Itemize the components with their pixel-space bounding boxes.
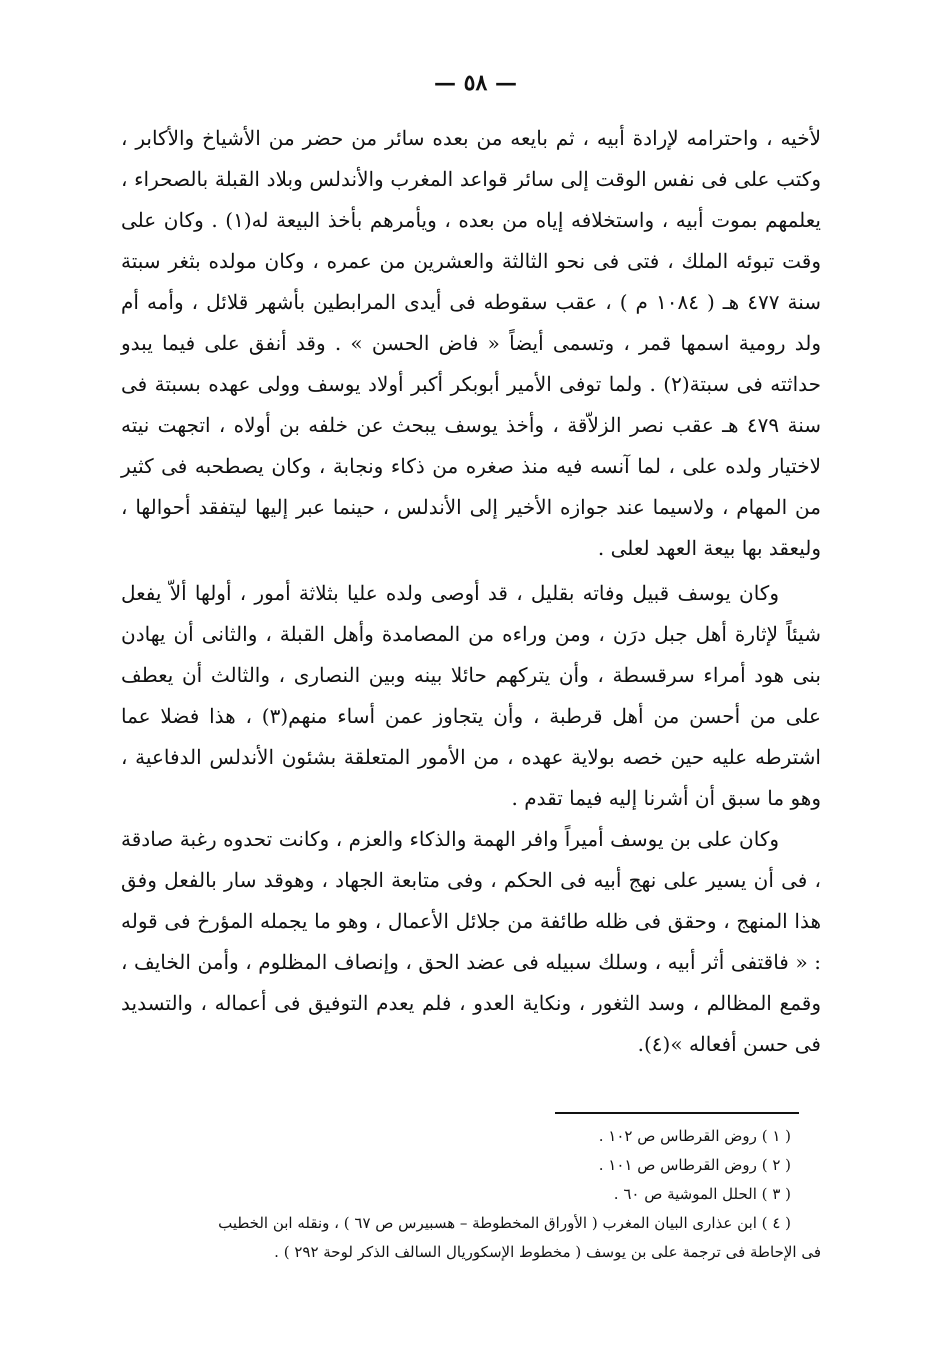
footnote-2: ( ٢ ) روض القرطاس ص ١٠١ . bbox=[598, 1156, 791, 1174]
main-text bbox=[121, 118, 821, 1065]
footnotes bbox=[121, 1122, 821, 1267]
footnote-divider bbox=[555, 1112, 799, 1114]
paragraph-1: لأخيه ، واحترامه لإرادة أبيه ، ثم بايعه من بعده سائر من حضر من الأشياخ والأكابر ، وكتب على فى نفس الوقت إلى سائر قواعد المغرب والأندلس وبلاد القبلة بالصحراء ، يعلمهم بموت أبيه ، واستخلافه إياه من بعده ، ويأمرهم بأخذ البيعة له(١) . وكان على وقت تبوئه الملك ، فتى فى نحو الثالثة والعشرين من عمره ، وكان مولده بثغر سبتة سنة ٤٧٧ هـ ( ١٠٨٤ م ) ، عقب سقوطه فى أيدى المرابطين بأشهر قلائل ، وأمه أم ولد رومية اسمها قمر ، وتسمى أيضاً « فاض الحسن » . وقد أنفق على فيما يبدو حداثته فى سبتة(٢) . ولما توفى الأمير أبوبكر أكبر أولاد يوسف وولى عهده بسبتة فى سنة ٤٧٩ هـ عقب نصر الزلاّقة ، وأخذ يوسف يبحث عن خلفه بن أولاه ، اتجهت نيته لاختيار ولده على ، لما آنسه فيه منذ صغره من ذكاء ونجابة ، وكان يصطحبه فى كثير من المهام ، ولاسيما عند جوازه الأخير إلى الأندلس ، حينما عبر إليها ليتفقد أحوالها ، وليعقد بها بيعة العهد لعلى . bbox=[121, 126, 822, 560]
page-number: — ٥٨ — bbox=[434, 70, 517, 96]
paragraph-3: وكان على بن يوسف أميراً وافر الهمة والذكاء والعزم ، وكانت تحدوه رغبة صادقة ، فى أن يسير على نهج أبيه فى الحكم ، وفى متابعة الجهاد ، وهوقد سار بالفعل وفق هذا المنهج ، وحقق فى ظله طائفة من جلائل الأعمال ، وهو ما يجمله المؤرخ فى قوله : « فاقتفى أثر أبيه ، وسلك سبيله فى عضد الحق ، وإنصاف المظلوم ، وأمن الخايف ، وقمع المظالم ، وسد الثغور ، ونكاية العدو ، فلم يعدم التوفيق فى أعماله ، والتسديد فى حسن أفعاله »(٤). bbox=[121, 827, 821, 1056]
footnote-3: ( ٣ ) الحلل الموشية ص ٦٠ . bbox=[613, 1185, 791, 1203]
footnote-4-continued: فى الإحاطة فى ترجمة على بن يوسف ( مخطوط الإسكوريال السالف الذكر لوحة ٢٩٢ ) . bbox=[274, 1243, 821, 1261]
footnote-1: ( ١ ) روض القرطاس ص ١٠٢ . bbox=[598, 1127, 791, 1145]
footnote-4: ( ٤ ) ابن عذارى البيان المغرب ( الأوراق المخطوطة – هسبيرس ص ٦٧ ) ، ونقله ابن الخطيب bbox=[218, 1214, 791, 1232]
paragraph-2: وكان يوسف قبيل وفاته بقليل ، قد أوصى ولده عليا بثلاثة أمور ، أولها ألاّ يفعل شيئاً لإثارة أهل جبل درَن ، ومن وراءه من المصامدة وأهل القبلة ، والثانى أن يهادن بنى هود أمراء سرقسطة ، وأن يتركهم حائلا بينه وبين النصارى ، والثالث أن يعطف على من أحسن من أهل قرطبة ، وأن يتجاوز عمن أساء منهم(٣) ، هذا فضلا عما اشترطه عليه حين خصه بولاية عهده ، من الأمور المتعلقة بشئون الأندلس الدفاعية ، وهو ما سبق أن أشرنا إليه فيما تقدم . bbox=[121, 581, 822, 810]
